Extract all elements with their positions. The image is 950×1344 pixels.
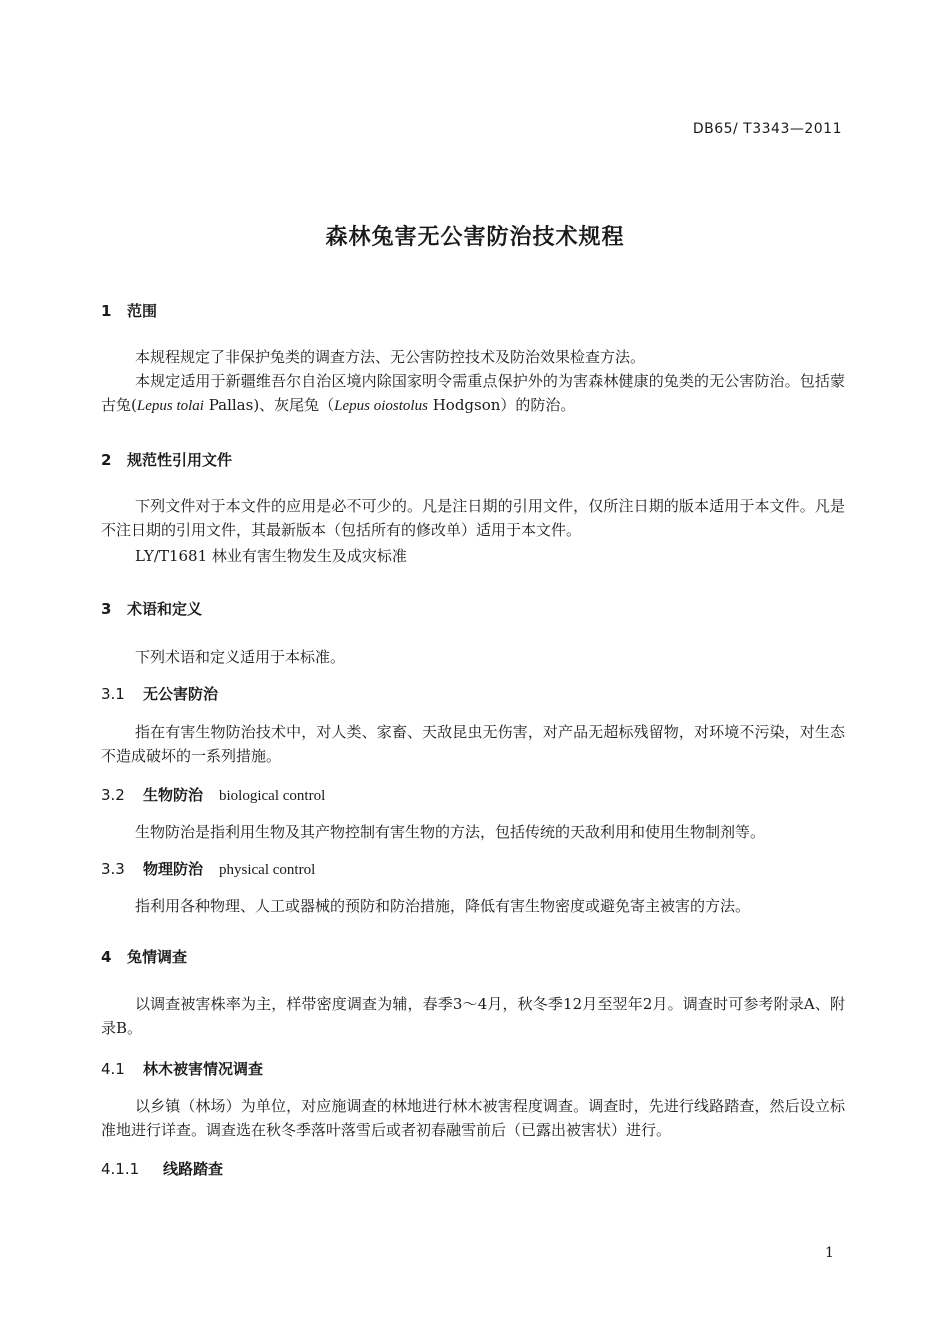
section-3-heading [101, 598, 202, 619]
section-2-paragraph-1: 下列文件对于本文件的应用是必不可少的。凡是注日期的引用文件，仅所注日期的版本适用于本文件。凡是不注日期的引用文件，其最新版本（包括所有的修改单）适用于本文件。 [101, 497, 845, 539]
section-3-2-paragraph: 生物防治是指利用生物及其产物控制有害生物的方法，包括传统的天敌利用和使用生物制剂等。 [135, 823, 766, 841]
section-4-paragraph-1: 以调查被害株率为主，样带密度调查为辅，春季3～4月，秋冬季12月至翌年2月。调查时可参考附录A、附录B。 [101, 995, 845, 1037]
page-title: 森林兔害无公害防治技术规程 [325, 225, 625, 250]
section-number: 3 [101, 600, 112, 618]
section-2-heading [101, 449, 232, 470]
section-3-3-heading: 3.3 物理防治 physical control [101, 860, 316, 878]
section-number: 2 [101, 451, 112, 469]
section-title: 兔情调查 [127, 948, 188, 966]
section-3-1-heading: 3.1 无公害防治 [101, 685, 219, 703]
section-number: 1 [101, 302, 112, 320]
section-4-1-1-heading: 4.1.1 线路踏查 [101, 1160, 224, 1178]
section-number: 4 [101, 948, 112, 966]
section-3-paragraph-1: 下列术语和定义适用于本标准。 [135, 648, 346, 666]
section-title: 规范性引用文件 [127, 451, 233, 469]
section-title: 术语和定义 [127, 600, 203, 618]
standard-code: DB65/ T3343—2011 [692, 121, 842, 137]
section-3-2-heading: 3.2 生物防治 biological control [101, 786, 326, 804]
section-4-heading [101, 946, 187, 967]
section-3-3-paragraph: 指利用各种物理、人工或器械的预防和防治措施，降低有害生物密度或避免寄主被害的方法。 [135, 897, 751, 915]
latin-name: Lepus tolai [136, 398, 204, 414]
latin-name: Lepus oiostolus [334, 398, 428, 414]
page-number: 1 [825, 1245, 834, 1261]
section-4-1-paragraph: 以乡镇（林场）为单位，对应施调查的林地进行林木被害程度调查。调查时，先进行线路踏查，然后设立标准地进行详查。调查选在秋冬季落叶落雪后或者初春融雪前后（已露出被害状）进行。 [101, 1097, 845, 1139]
section-1-heading [101, 300, 157, 321]
section-1-paragraph-2: 本规定适用于新疆维吾尔自治区境内除国家明令需重点保护外的为害森林健康的兔类的无公害防治。包括蒙古兔(Lepus tolai Pallas)、灰尾兔（Lepus oiostolus Hodgson）的防治。 [101, 372, 845, 414]
section-title: 范围 [127, 302, 158, 320]
section-3-1-paragraph: 指在有害生物防治技术中，对人类、家畜、天敌昆虫无伤害，对产品无超标残留物，对环境不污染，对生态不造成破坏的一系列措施。 [101, 723, 845, 765]
section-1-paragraph-1: 本规程规定了非保护兔类的调查方法、无公害防控技术及防治效果检查方法。 [135, 348, 646, 366]
section-4-1-heading: 4.1 林木被害情况调查 [101, 1060, 264, 1078]
normative-reference: LY/T1681 林业有害生物发生及成灾标准 [135, 547, 407, 565]
